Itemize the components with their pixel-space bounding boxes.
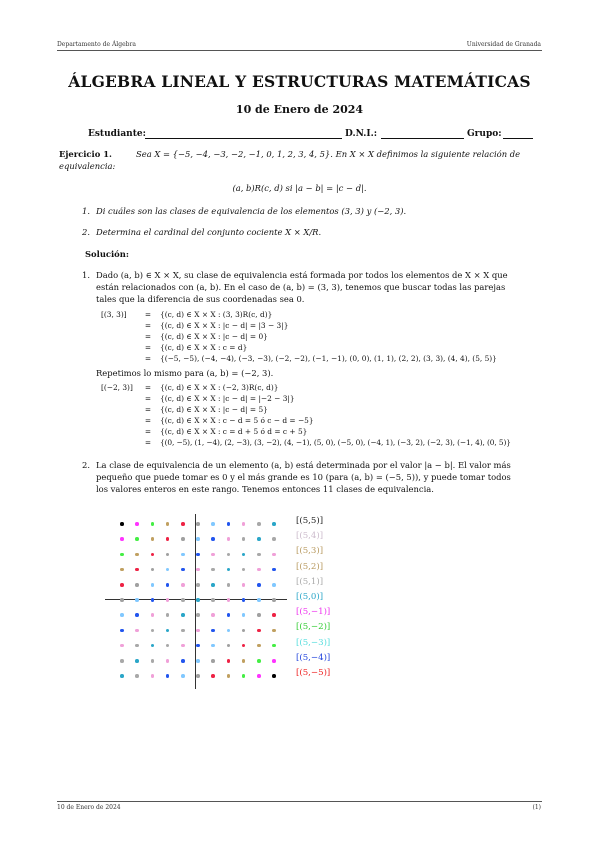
point--4-0 bbox=[135, 598, 139, 602]
legend-entry: [(5,−3)] bbox=[296, 637, 331, 648]
point--3--4 bbox=[151, 659, 155, 663]
class-neg2-3-rhs: {(c, d) ∈ X × X : c − d = 5 ó c − d = −5} bbox=[160, 416, 314, 425]
point-4-4 bbox=[257, 537, 261, 541]
point--2-3 bbox=[166, 553, 170, 557]
point--2--4 bbox=[166, 659, 170, 663]
point--5--2 bbox=[120, 629, 124, 633]
point-5--5 bbox=[272, 674, 276, 678]
point--4--3 bbox=[135, 644, 139, 648]
class-neg2-3-elements: {(0, −5), (1, −4), (2, −3), (3, −2), (4, −1), (5, 0), (−5, 0), (−4, 1), (−3, 2), (−2, 3), (−1, 4), (0, 5)} bbox=[160, 438, 511, 447]
solution-item-1-number: 1. bbox=[82, 270, 90, 280]
solution-item-2-line: los valores enteros en este rango. Tenemos entonces 11 clases de equivalencia. bbox=[96, 484, 434, 494]
point--2-0 bbox=[166, 598, 170, 602]
point-3-0 bbox=[242, 598, 246, 602]
point--4--4 bbox=[135, 659, 139, 663]
point--3--2 bbox=[151, 629, 155, 633]
point--4-5 bbox=[135, 522, 139, 526]
point--3-5 bbox=[151, 522, 155, 526]
point--5-1 bbox=[120, 583, 124, 587]
point-5--3 bbox=[272, 644, 276, 648]
exam-date: 10 de Enero de 2024 bbox=[235, 103, 364, 116]
point-0-0 bbox=[196, 598, 200, 602]
question-2-number: 2. bbox=[82, 227, 90, 237]
exercise-statement-cont: equivalencia: bbox=[59, 161, 116, 171]
page-number: (1) bbox=[532, 804, 541, 811]
point-1--4 bbox=[211, 659, 215, 663]
point-0-3 bbox=[196, 553, 200, 557]
point-2--4 bbox=[227, 659, 231, 663]
solution-item-2-line: pequeño que puede tomar es 0 y el más grande es 10 (para (a, b) = (−5, 5)), y puede tomar todos bbox=[96, 472, 511, 482]
legend-entry: [(5,−5)] bbox=[296, 668, 331, 678]
point--2--5 bbox=[166, 674, 170, 678]
equals-sign: = bbox=[144, 438, 152, 447]
point-1-2 bbox=[211, 568, 215, 572]
point-4-0 bbox=[257, 598, 261, 602]
point--2-4 bbox=[166, 537, 170, 541]
point-5-4 bbox=[272, 537, 276, 541]
point--3--3 bbox=[151, 644, 155, 648]
header-university: Universidad de Granada bbox=[466, 41, 541, 48]
solution-heading: Solución: bbox=[85, 249, 129, 259]
legend-entry: [(5,5)] bbox=[296, 516, 324, 526]
point--5-2 bbox=[120, 568, 124, 572]
legend-entry: [(5,1)] bbox=[296, 576, 324, 587]
class-neg2-3-rhs: {(c, d) ∈ X × X : |c − d| = 5} bbox=[160, 405, 268, 414]
point-5--1 bbox=[272, 613, 276, 617]
header-department: Departamento de Álgebra bbox=[57, 41, 136, 48]
equals-sign: = bbox=[144, 427, 152, 436]
point--1--3 bbox=[181, 644, 185, 648]
point-5-2 bbox=[272, 568, 276, 572]
solution-item-1-line: están relacionados con (a, b). En el caso de (a, b) = (3, 3), tenemos que buscar todas las parejas bbox=[96, 282, 506, 292]
point--3--1 bbox=[151, 613, 155, 617]
point--2--2 bbox=[166, 629, 170, 633]
point-0-4 bbox=[196, 537, 200, 541]
point--4-2 bbox=[135, 568, 139, 572]
question-1-number: 1. bbox=[82, 206, 90, 216]
point-4-3 bbox=[257, 553, 261, 557]
equals-sign: = bbox=[144, 310, 152, 319]
equals-sign: = bbox=[144, 332, 152, 341]
point--5-5 bbox=[120, 522, 124, 526]
point-4--2 bbox=[257, 629, 261, 633]
relation-definition: (a, b)R(c, d) si |a − b| = |c − d|. bbox=[232, 183, 367, 193]
point-0--3 bbox=[196, 644, 200, 648]
point--2--3 bbox=[166, 644, 170, 648]
point-3--3 bbox=[242, 644, 246, 648]
point-4-1 bbox=[257, 583, 261, 587]
point--3-4 bbox=[151, 537, 155, 541]
point-0--5 bbox=[196, 674, 200, 678]
point--1-4 bbox=[181, 537, 185, 541]
point-3-4 bbox=[242, 537, 246, 541]
point--2-1 bbox=[166, 583, 170, 587]
point-4--1 bbox=[257, 613, 261, 617]
point-3-3 bbox=[242, 553, 246, 557]
point-3--1 bbox=[242, 613, 246, 617]
class-neg2-3-lhs: [(−2, 3)] bbox=[101, 383, 133, 392]
point--4--1 bbox=[135, 613, 139, 617]
repeat-text: Repetimos lo mismo para (a, b) = (−2, 3). bbox=[96, 368, 274, 378]
group-label: Grupo: bbox=[467, 129, 502, 139]
point--5-4 bbox=[120, 537, 124, 541]
footer-rule bbox=[57, 801, 542, 802]
point-2-0 bbox=[227, 598, 231, 602]
point-1--1 bbox=[211, 613, 215, 617]
point-1-1 bbox=[211, 583, 215, 587]
point-5-3 bbox=[272, 553, 276, 557]
point-2-3 bbox=[227, 553, 231, 557]
point--1-0 bbox=[181, 598, 185, 602]
point-3-1 bbox=[242, 583, 246, 587]
point--2-2 bbox=[166, 568, 170, 572]
point--1--5 bbox=[181, 674, 185, 678]
point-5--2 bbox=[272, 629, 276, 633]
point-3--4 bbox=[242, 659, 246, 663]
equals-sign: = bbox=[144, 354, 152, 363]
point--2-5 bbox=[166, 522, 170, 526]
point-2-2 bbox=[227, 568, 231, 572]
point-5-5 bbox=[272, 522, 276, 526]
point-5-1 bbox=[272, 583, 276, 587]
class-3-3-rhs: {(c, d) ∈ X × X : |c − d| = 0} bbox=[160, 332, 268, 341]
point--5--1 bbox=[120, 613, 124, 617]
point-2-5 bbox=[227, 522, 231, 526]
point-1-5 bbox=[211, 522, 215, 526]
point-4--4 bbox=[257, 659, 261, 663]
class-3-3-elements: {(−5, −5), (−4, −4), (−3, −3), (−2, −2), (−1, −1), (0, 0), (1, 1), (2, 2), (3, 3), (4, 4), (5, 5)} bbox=[160, 354, 497, 363]
class-3-3-rhs: {(c, d) ∈ X × X : c = d} bbox=[160, 343, 248, 352]
point--5-0 bbox=[120, 598, 124, 602]
point-0-2 bbox=[196, 568, 200, 572]
legend-entry: [(5,−2)] bbox=[296, 622, 331, 633]
solution-item-1-line: tales que la diferencia de sus coordenadas sea 0. bbox=[96, 294, 305, 304]
point-2-4 bbox=[227, 537, 231, 541]
point-0--1 bbox=[196, 613, 200, 617]
class-neg2-3-rhs: {(c, d) ∈ X × X : (−2, 3)R(c, d)} bbox=[160, 383, 279, 392]
point--3-0 bbox=[151, 598, 155, 602]
equals-sign: = bbox=[144, 343, 152, 352]
class-3-3-lhs: [(3, 3)] bbox=[101, 310, 127, 319]
point--4--2 bbox=[135, 629, 139, 633]
point--1--4 bbox=[181, 659, 185, 663]
point--1-1 bbox=[181, 583, 185, 587]
equals-sign: = bbox=[144, 416, 152, 425]
point--1--2 bbox=[181, 629, 185, 633]
footer-date: 10 de Enero de 2024 bbox=[57, 804, 121, 811]
point-3-5 bbox=[242, 522, 246, 526]
solution-item-1-line: Dado (a, b) ∈ X × X, su clase de equivalencia está formada por todos los elementos de X × X que bbox=[96, 270, 508, 280]
point--1--1 bbox=[181, 613, 185, 617]
exercise-statement: Sea X = {−5, −4, −3, −2, −1, 0, 1, 2, 3, 4, 5}. En X × X definimos la siguiente relación de bbox=[136, 149, 521, 159]
point--4-4 bbox=[135, 537, 139, 541]
point--3-3 bbox=[151, 553, 155, 557]
point--1-2 bbox=[181, 568, 185, 572]
point-2--1 bbox=[227, 613, 231, 617]
class-neg2-3-rhs: {(c, d) ∈ X × X : |c − d| = |−2 − 3|} bbox=[160, 394, 295, 403]
legend-entry: [(5,4)] bbox=[296, 531, 324, 542]
point-4--3 bbox=[257, 644, 261, 648]
point-3--5 bbox=[242, 674, 246, 678]
point-0-5 bbox=[196, 522, 200, 526]
point-0--2 bbox=[196, 629, 200, 633]
point-1-4 bbox=[211, 537, 215, 541]
class-3-3-rhs: {(c, d) ∈ X × X : |c − d| = |3 − 3|} bbox=[160, 321, 289, 330]
point-1--3 bbox=[211, 644, 215, 648]
point--4-3 bbox=[135, 553, 139, 557]
point--2--1 bbox=[166, 613, 170, 617]
legend-entry: [(5,3)] bbox=[296, 546, 324, 557]
class-neg2-3-rhs: {(c, d) ∈ X × X : c = d + 5 ó d = c + 5} bbox=[160, 427, 308, 436]
point--3-2 bbox=[151, 568, 155, 572]
point-2-1 bbox=[227, 583, 231, 587]
point-5--4 bbox=[272, 659, 276, 663]
point--4-1 bbox=[135, 583, 139, 587]
legend-entry: [(5,−4)] bbox=[296, 652, 331, 663]
point-5-0 bbox=[272, 598, 276, 602]
point-2--3 bbox=[227, 644, 231, 648]
point-2--2 bbox=[227, 629, 231, 633]
point--5--4 bbox=[120, 659, 124, 663]
equals-sign: = bbox=[144, 405, 152, 414]
dni-label: D.N.I.: bbox=[345, 129, 378, 139]
point-0-1 bbox=[196, 583, 200, 587]
point-1-3 bbox=[211, 553, 215, 557]
point-3--2 bbox=[242, 629, 246, 633]
point--3--5 bbox=[151, 674, 155, 678]
solution-item-2-number: 2. bbox=[82, 460, 90, 470]
point--5--5 bbox=[120, 674, 124, 678]
solution-item-2-line: La clase de equivalencia de un elemento (a, b) está determinada por el valor |a − b|. El valor más bbox=[96, 460, 511, 470]
point--3-1 bbox=[151, 583, 155, 587]
point--1-3 bbox=[181, 553, 185, 557]
figure-legend bbox=[296, 516, 356, 686]
point--4--5 bbox=[135, 674, 139, 678]
question-1-text: Di cuáles son las clases de equivalencia de los elementos (3, 3) y (−2, 3). bbox=[96, 206, 407, 216]
point-1--2 bbox=[211, 629, 215, 633]
point-1--5 bbox=[211, 674, 215, 678]
equals-sign: = bbox=[144, 321, 152, 330]
class-3-3-rhs: {(c, d) ∈ X × X : (3, 3)R(c, d)} bbox=[160, 310, 273, 319]
question-2-text: Determina el cardinal del conjunto cociente X × X/R. bbox=[96, 227, 322, 237]
point--5--3 bbox=[120, 644, 124, 648]
point-0--4 bbox=[196, 659, 200, 663]
equals-sign: = bbox=[144, 394, 152, 403]
exercise-label: Ejercicio 1. bbox=[59, 149, 112, 159]
legend-entry: [(5,0)] bbox=[296, 592, 324, 602]
point-4--5 bbox=[257, 674, 261, 678]
point-1-0 bbox=[211, 598, 215, 602]
point-4-2 bbox=[257, 568, 261, 572]
equals-sign: = bbox=[144, 383, 152, 392]
point--1-5 bbox=[181, 522, 185, 526]
legend-entry: [(5,−1)] bbox=[296, 607, 331, 618]
point-2--5 bbox=[227, 674, 231, 678]
legend-entry: [(5,2)] bbox=[296, 561, 324, 572]
student-label: Estudiante: bbox=[88, 129, 146, 139]
point-3-2 bbox=[242, 568, 246, 572]
point-4-5 bbox=[257, 522, 261, 526]
page-title: ÁLGEBRA LINEAL Y ESTRUCTURAS MATEMÁTICAS bbox=[68, 72, 531, 91]
point--5-3 bbox=[120, 553, 124, 557]
